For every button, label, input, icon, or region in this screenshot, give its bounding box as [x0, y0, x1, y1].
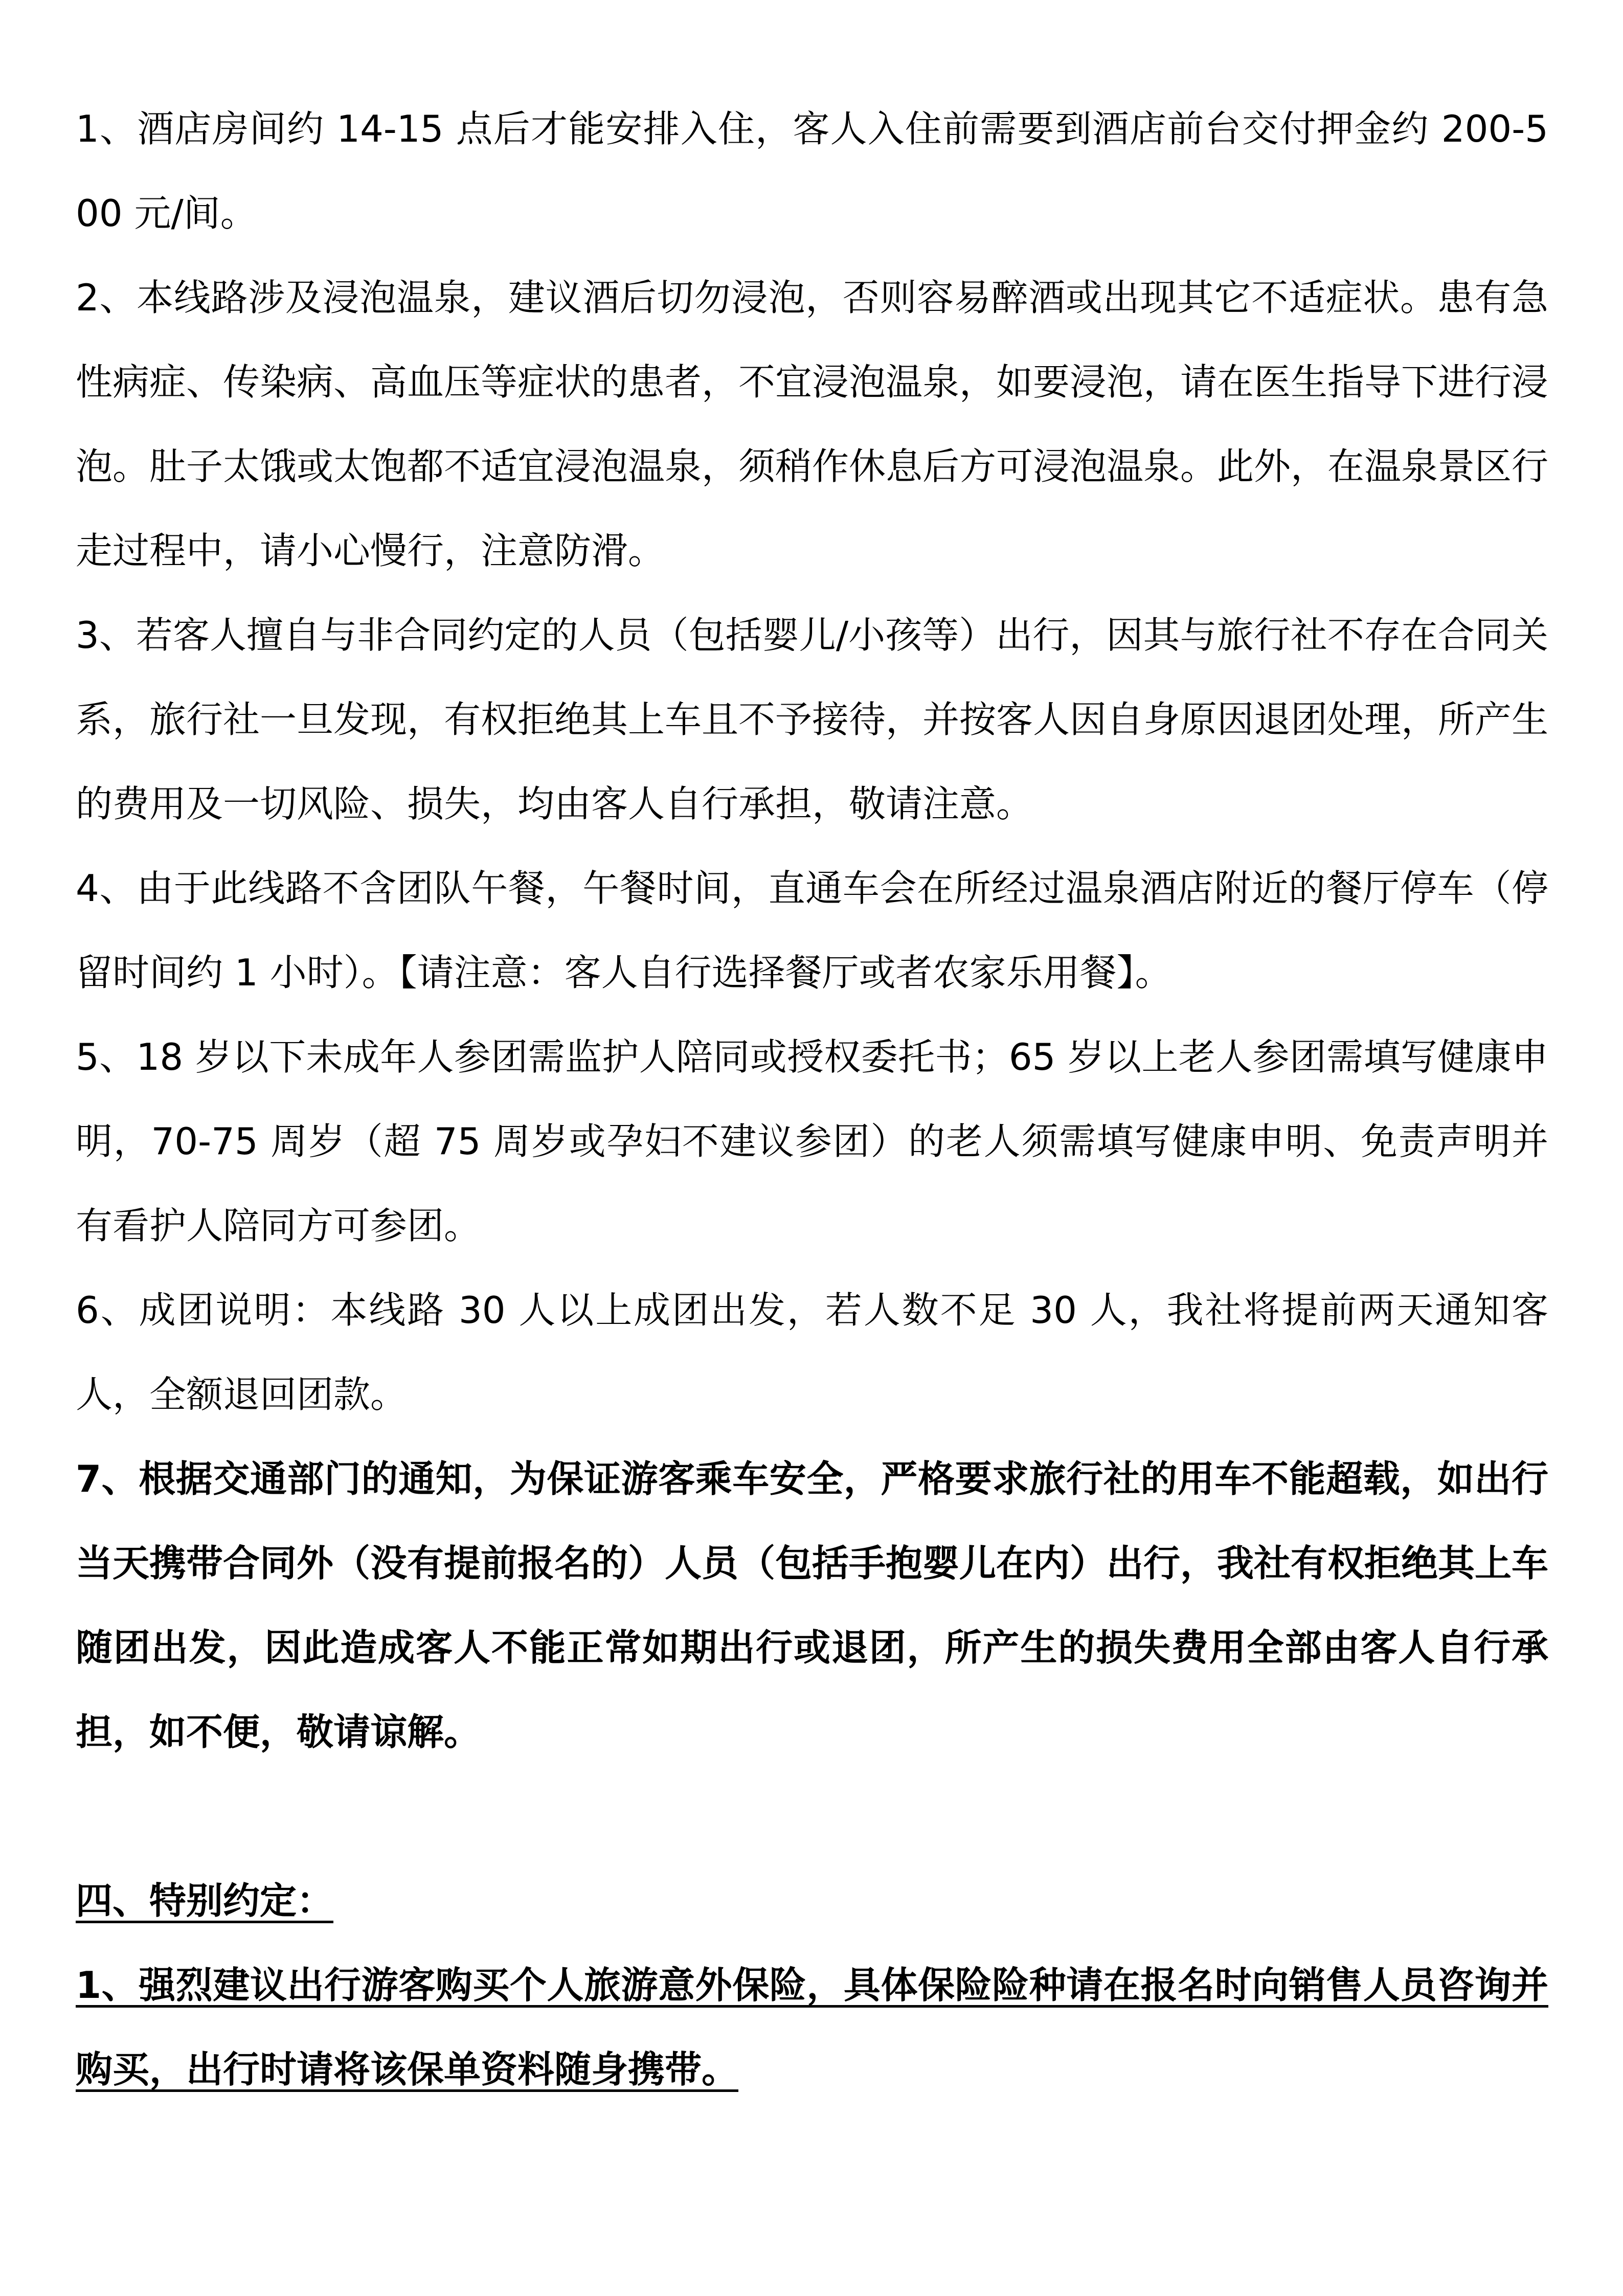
note-7-bold: 7、根据交通部门的通知，为保证游客乘车安全，严格要求旅行社的用车不能超载，如出行当天携带合同外（没有提前报名的）人员（包括手抱婴儿在内）出行，我社有权拒绝其上车随团出发，因此造成客人不能正常如期出行或退团，所产生的损失费用全部由客人自行承担，如不便，敬请谅解。 — [76, 1457, 1549, 1753]
note-1: 1、酒店房间约 14-15 点后才能安排入住，客人入住前需要到酒店前台交付押金约 200-500 元/间。 — [76, 107, 1548, 235]
note-2: 2、本线路涉及浸泡温泉，建议酒后切勿浸泡，否则容易醉酒或出现其它不适症状。患有急性病症、传染病、高血压等症状的患者，不宜浸泡温泉，如要浸泡，请在医生指导下进行浸泡。肚子太饿或太饱都不适宜浸泡温泉，须稍作休息后方可浸泡温泉。此外，在温泉景区行走过程中，请小心慢行，注意防滑。 — [76, 276, 1549, 572]
special-agreement-heading: 四、特别约定： — [76, 1879, 334, 1922]
note-4: 4、由于此线路不含团队午餐，午餐时间，直通车会在所经过温泉酒店附近的餐厅停车（停留时间约 1 小时）。【请注意：客人自行选择餐厅或者农家乐用餐】。 — [76, 867, 1548, 994]
document-content — [76, 87, 1548, 2112]
note-6: 6、成团说明：本线路 30 人以上成团出发，若人数不足 30 人，我社将提前两天通知客人，全额退回团款。 — [76, 1289, 1548, 1416]
note-5: 5、18 岁以下未成年人参团需监护人陪同或授权委托书；65 岁以上老人参团需填写健康申明，70-75 周岁（超 75 周岁或孕妇不建议参团）的老人须需填写健康申明、免责声明并有看护人陪同方可参团。 — [76, 1036, 1548, 1247]
note-3: 3、若客人擅自与非合同约定的人员（包括婴儿/小孩等）出行，因其与旅行社不存在合同关系，旅行社一旦发现，有权拒绝其上车且不予接待，并按客人因自身原因退团处理，所产生的费用及一切风险、损失，均由客人自行承担，敬请注意。 — [76, 614, 1549, 825]
section-gap — [76, 1774, 1548, 1859]
special-agreement-item-1: 1、强烈建议出行游客购买个人旅游意外保险，具体保险险种请在报名时向销售人员咨询并购买，出行时请将该保单资料随身携带。 — [76, 1964, 1548, 2091]
